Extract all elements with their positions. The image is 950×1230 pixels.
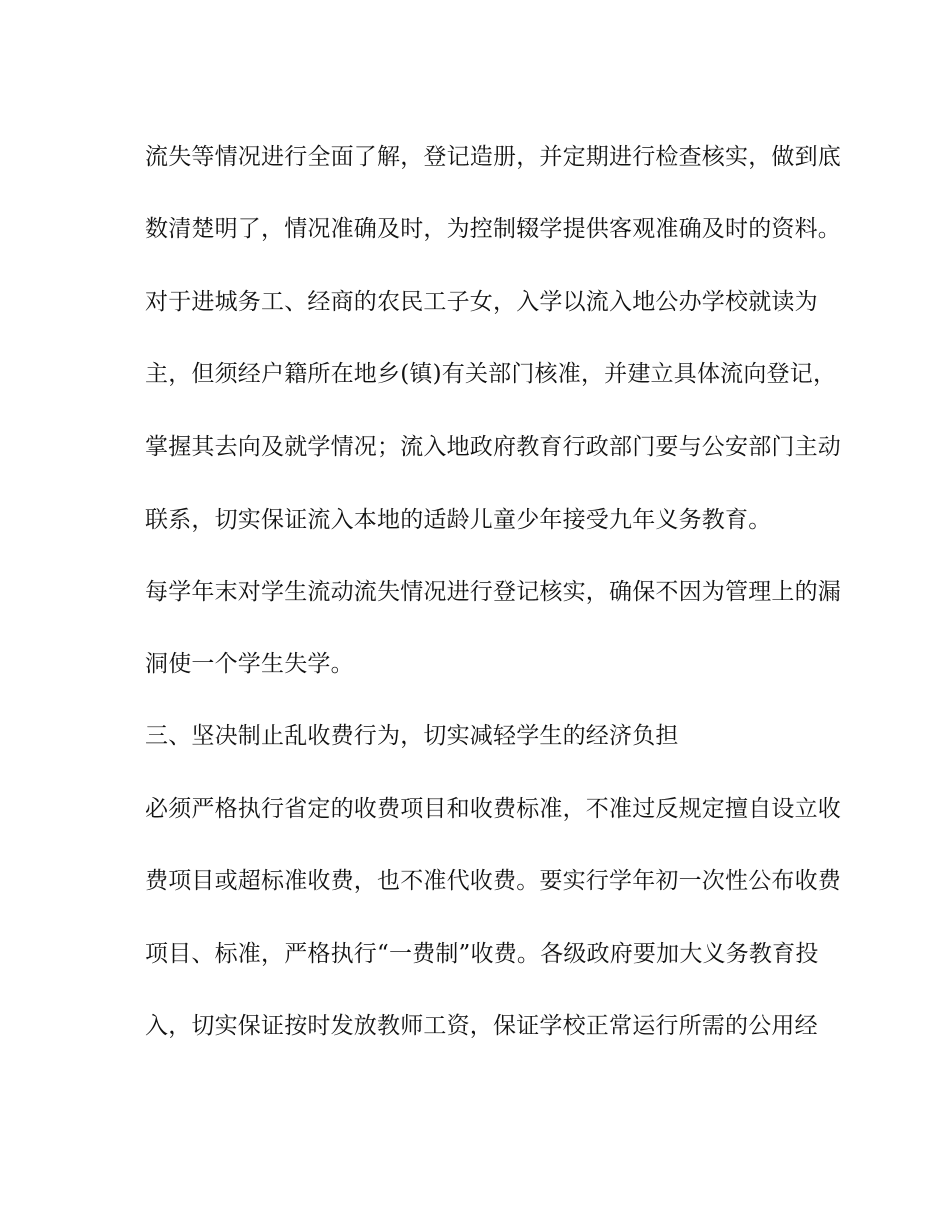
paragraph-line: 洞使一个学生失学。 — [145, 651, 354, 677]
paragraph-line: 对于进城务工、经商的农民工子女，入学以流入地公办学校就读为 — [145, 289, 818, 315]
paragraph-line: 联系，切实保证流入本地的适龄儿童少年接受九年义务教育。 — [145, 507, 772, 533]
paragraph-line: 流失等情况进行全面了解，登记造册，并定期进行检查核实，做到底 — [145, 144, 841, 170]
paragraph-line: 掌握其去向及就学情况；流入地政府教育行政部门要与公安部门主动 — [145, 434, 841, 460]
paragraph-line: 必须严格执行省定的收费项目和收费标准，不准过反规定擅自设立收 — [145, 796, 841, 822]
section-heading: 三、坚决制止乱收费行为，切实减轻学生的经济负担 — [145, 723, 679, 749]
paragraph-line: 数清楚明了，情况准确及时，为控制辍学提供客观准确及时的资料。 — [145, 216, 841, 242]
paragraph-line: 项目、标准，严格执行“一费制”收费。各级政府要加大义务教育投 — [145, 941, 819, 967]
paragraph-line: 入，切实保证按时发放教师工资，保证学校正常运行所需的公用经 — [145, 1013, 818, 1039]
paragraph-line: 每学年末对学生流动流失情况进行登记核实，确保不因为管理上的漏 — [145, 579, 841, 605]
paragraph-line: 费项目或超标准收费，也不准代收费。要实行学年初一次性公布收费 — [145, 868, 841, 894]
paragraph-line: 主，但须经户籍所在地乡(镇)有关部门核准，并建立具体流向登记， — [145, 361, 837, 387]
